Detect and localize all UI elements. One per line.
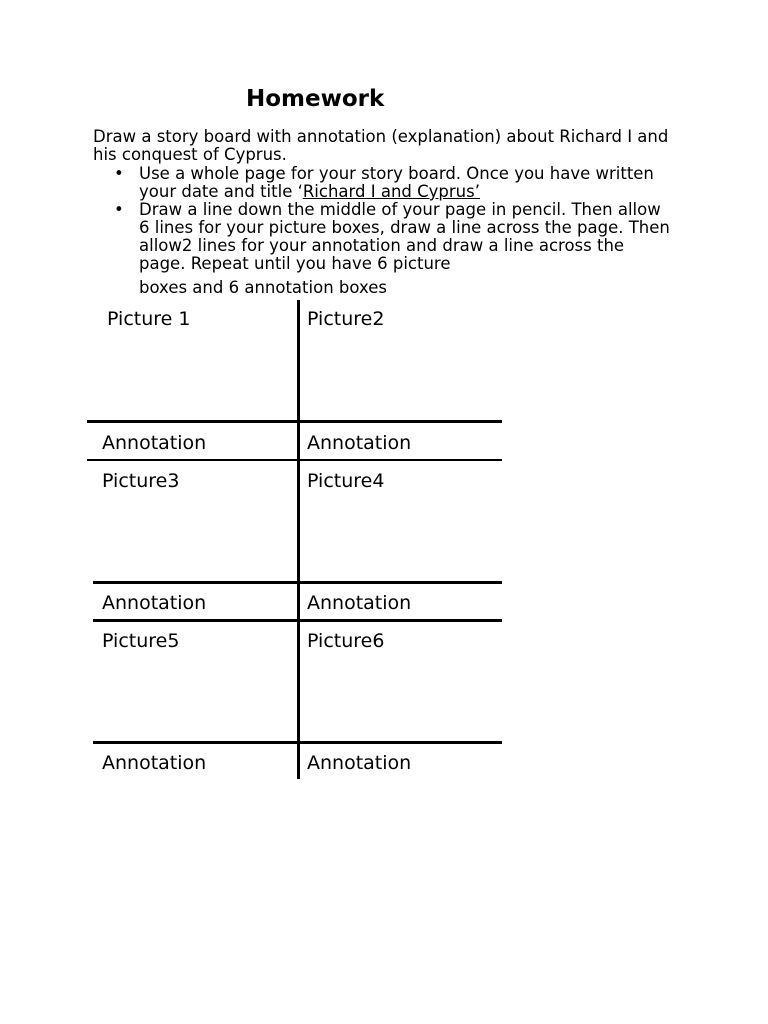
grid-line-annotation-1-bottom — [87, 459, 502, 461]
picture-5-label: Picture5 — [102, 630, 180, 652]
grid-line-annotation-2-top — [93, 581, 502, 584]
picture-2-label: Picture2 — [307, 308, 385, 330]
annotation-4-label: Annotation — [307, 592, 412, 614]
annotation-1-label: Annotation — [102, 432, 207, 454]
annotation-6-label: Annotation — [307, 752, 412, 774]
grid-vertical-divider — [297, 300, 300, 779]
instruction-2-last-line: boxes and 6 annotation boxes — [139, 278, 387, 297]
annotation-3-label: Annotation — [102, 592, 207, 614]
intro-text: Draw a story board with annotation (explanation) about Richard I and his conquest of Cyprus. — [93, 127, 669, 164]
annotation-5-label: Annotation — [102, 752, 207, 774]
grid-line-annotation-1-top — [87, 420, 502, 423]
picture-3-label: Picture3 — [102, 470, 180, 492]
bullet-icon: • — [114, 200, 124, 219]
instruction-item-2 — [114, 201, 674, 297]
underlined-title: Richard I and Cyprus’ — [302, 182, 480, 201]
instruction-list — [114, 165, 674, 297]
instruction-item-1 — [114, 165, 674, 201]
picture-4-label: Picture4 — [307, 470, 385, 492]
picture-1-label: Picture 1 — [107, 308, 191, 330]
grid-line-annotation-3-top — [93, 741, 502, 744]
instruction-2-text: Draw a line down the middle of your page in pencil. Then allow 6 lines for your picture boxes, draw a line across the page. Then allow2 lines for your annotation and draw a line across the page. Repeat until you have 6 picture — [139, 200, 670, 273]
annotation-2-label: Annotation — [307, 432, 412, 454]
grid-line-annotation-2-bottom — [93, 619, 502, 622]
instruction-1-text: Use a whole page for your story board. Once you have written your date and title ‘ — [139, 164, 654, 201]
bullet-icon: • — [114, 164, 124, 183]
homework-title: Homework — [246, 86, 385, 112]
picture-6-label: Picture6 — [307, 630, 385, 652]
